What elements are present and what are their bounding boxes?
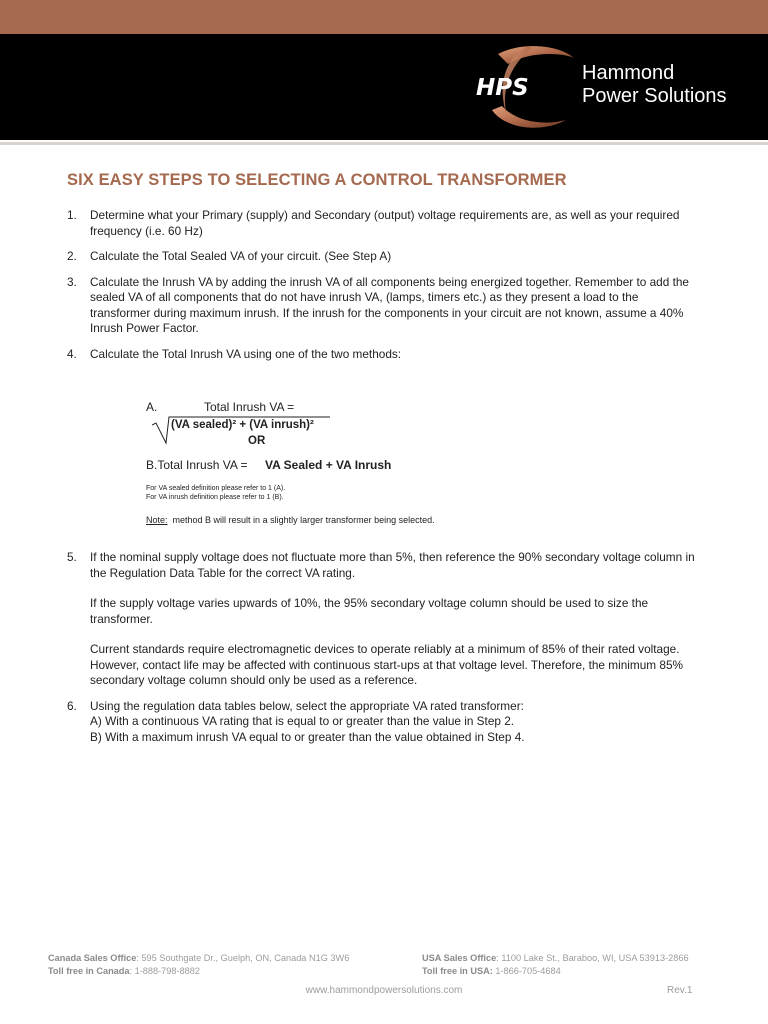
step-text: Current standards require electromagnetic devices to operate reliably at a minimum of 85% of their rated voltage. However, contact life may be affected with continuous start-ups at that voltage level. Therefore, the minimum 85% secondary voltage column should only be used as a reference. bbox=[90, 642, 683, 687]
step-number: 3. bbox=[67, 274, 77, 289]
company-logo bbox=[470, 40, 760, 136]
canada-office-label: Canada Sales Office bbox=[48, 953, 137, 963]
definition-note: For VA sealed definition please refer to 1 (A). bbox=[146, 485, 286, 492]
formula-b-value: VA Sealed + VA Inrush bbox=[265, 458, 392, 472]
step-text: Calculate the Total Sealed VA of your circuit. (See Step A) bbox=[90, 249, 392, 263]
definition-notes bbox=[146, 484, 285, 502]
usa-toll-number: 1-866-705-4684 bbox=[492, 966, 561, 976]
step-text: A) With a continuous VA rating that is equal to or greater than the value in Step 2. bbox=[90, 714, 515, 728]
canada-office-address: : 595 Southgate Dr., Guelph, ON, Canada N1G 3W6 bbox=[136, 953, 350, 963]
method-note bbox=[146, 515, 435, 525]
note-label: Note: bbox=[146, 515, 168, 525]
step-text: Using the regulation data tables below, select the appropriate VA rated transformer: bbox=[90, 698, 524, 713]
note-text: method B will result in a slightly larger transformer being selected. bbox=[172, 515, 435, 525]
usa-office bbox=[422, 952, 689, 978]
formula-b-text: Total Inrush VA = bbox=[157, 458, 248, 472]
formula-b-letter: B. bbox=[146, 458, 158, 472]
canada-toll-label: Toll free in Canada bbox=[48, 966, 130, 976]
logo-hps-text: HPS bbox=[476, 75, 529, 101]
step-text: B) With a maximum inrush VA equal to or greater than the value obtained in Step 4. bbox=[90, 729, 525, 744]
steps-list bbox=[67, 208, 697, 755]
logo-swoosh-icon bbox=[470, 40, 580, 136]
canada-office bbox=[48, 952, 349, 978]
step-text: Calculate the Total Inrush VA using one of the two methods: bbox=[90, 346, 402, 361]
step-text: If the nominal supply voltage does not fluctuate more than 5%, then reference the 90% secondary voltage column in the Regulation Data Table for the correct VA rating. bbox=[90, 550, 695, 580]
definition-note: For VA inrush definition please refer to 1 (B). bbox=[146, 494, 284, 501]
revision-label: Rev.1 bbox=[667, 985, 693, 996]
canada-toll-number: : 1-888-798-8882 bbox=[129, 966, 201, 976]
step-item bbox=[67, 347, 697, 363]
usa-toll-label: Toll free in USA: bbox=[422, 966, 493, 976]
formula-b-label bbox=[146, 458, 248, 472]
usa-office-label: USA Sales Office bbox=[422, 953, 497, 963]
formula-a-text: Total Inrush VA = bbox=[204, 400, 295, 414]
usa-office-address: : 1100 Lake St., Baraboo, WI, USA 53913-2866 bbox=[496, 953, 689, 963]
step-number: 6. bbox=[67, 698, 77, 713]
step-number: 5. bbox=[67, 550, 77, 564]
step-number: 1. bbox=[67, 208, 77, 222]
step-item bbox=[67, 699, 697, 746]
step-item bbox=[67, 275, 697, 337]
step-text: Determine what your Primary (supply) and Secondary (output) voltage requirements are, as well as your required frequency (i.e. 60 Hz) bbox=[90, 208, 680, 238]
header-divider bbox=[0, 142, 768, 145]
website-link[interactable]: www.hammondpowersolutions.com bbox=[305, 985, 463, 996]
formula-radicand: (VA sealed)² + (VA inrush)² bbox=[171, 419, 314, 431]
formula-a-label: A. bbox=[146, 400, 158, 414]
step-number: 4. bbox=[67, 346, 77, 361]
step-text: If the supply voltage varies upwards of 10%, the 95% secondary voltage column should be used to size the transformer. bbox=[90, 596, 649, 626]
formula-or: OR bbox=[248, 435, 266, 447]
page-title: SIX EASY STEPS TO SELECTING A CONTROL TRANSFORMER bbox=[67, 171, 567, 189]
step-number: 2. bbox=[67, 249, 77, 263]
step-text: Calculate the Inrush VA by adding the inrush VA of all components being energized together. Remember to add the sealed VA of all components that do not have inrush VA, (lamps, timers etc.) as they present a load to the transformer during maximum inrush. If the inrush for the components in your circuit are not known, assume a 40% Inrush Power Factor. bbox=[90, 274, 689, 335]
company-name-line2: Power Solutions bbox=[582, 85, 727, 107]
company-name bbox=[582, 62, 727, 108]
header-top-band bbox=[0, 0, 768, 34]
step-item bbox=[67, 550, 697, 689]
step-item bbox=[67, 208, 697, 239]
step-item bbox=[67, 249, 697, 265]
company-name-line1: Hammond bbox=[582, 62, 675, 84]
